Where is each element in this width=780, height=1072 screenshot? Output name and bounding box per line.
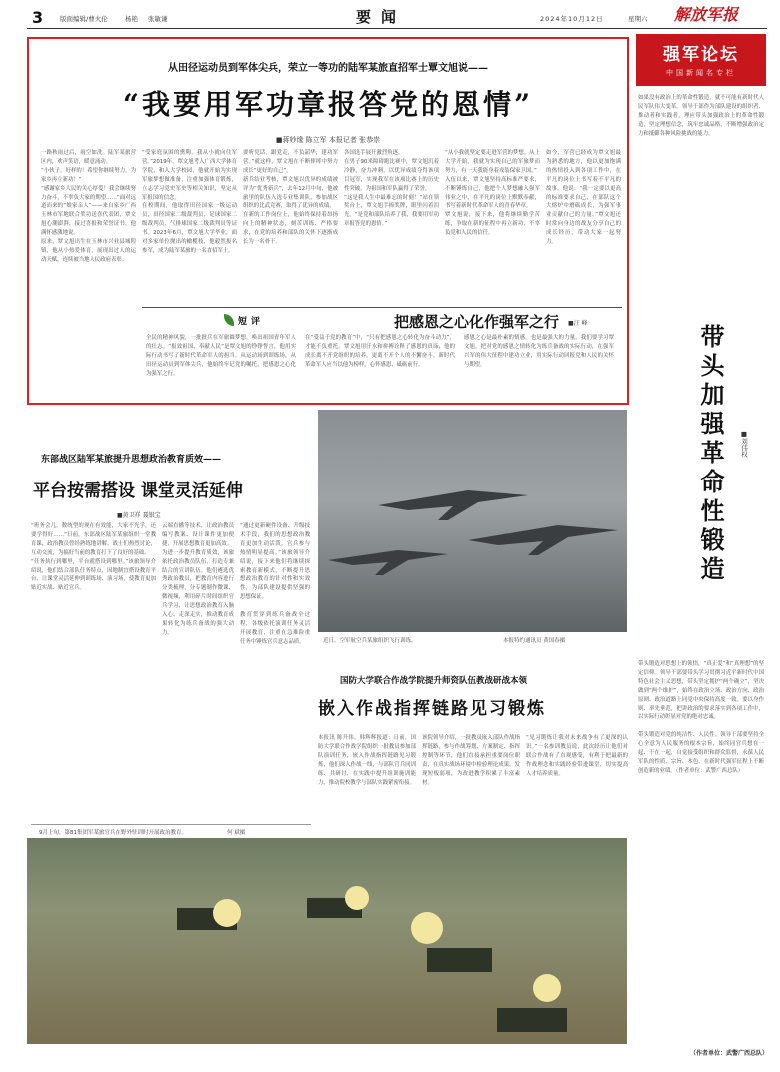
lead-side-column: 如今，军营已经成为覃文旭最为熟悉的地方，他以更加饱满的热情投入到各项工作中，在平凡的岗位上书写着不平凡的故事。他说：“我一定要以更高的标准要求自己，在部队这个大熔炉中磨砺成长，为强军事业贡献自己的力量。”覃文旭还时常向身边的战友分享自己的成长经历，带动大家一起努力。	[546, 150, 621, 246]
story-3	[318, 644, 628, 804]
story-2-headline: 平台按需搭设 课堂灵活延伸	[33, 481, 243, 501]
commentary-rule	[142, 307, 622, 308]
section-title: 要闻	[356, 8, 407, 26]
fighter-jets-icon	[318, 410, 627, 632]
header-rule	[27, 28, 767, 29]
drill-photographer: 何 斌摄	[227, 830, 246, 836]
story-3-column-2: 该院领导介绍，一批教员嵌入部队作战指挥链路，参与作战筹划、方案制定、指挥控制等环节，他们直接承担重要岗位职责，在真实战场环境中检验理论成果，发现短板弱项，为改进教学积累了丰富素材。	[422, 735, 520, 786]
banner-title: 强军论坛	[663, 45, 739, 65]
proof-name: 张敏谦	[148, 15, 168, 23]
commentary-title: 把感恩之心化作强军之行	[394, 313, 560, 331]
sidebar-body-bottom: 带头锻造对思想上的领悟，“真正爱”和“真理想”的坚定信仰。领导干部要带头学习贯彻习近平新时代中国特色社会主义思想，带头坚定拥护“两个确立”，坚决做到“两个维护”，始终在政治立场、政治方向、政治原则、政治道路上同党中央保持高度一致。要以身作则、率先垂范，把讲政治的要求落实到各项工作中，以实际行动彰显对党的绝对忠诚。 带头锻造对党的纯洁性、人民性。领导干部要坚持全心全意为人民服务的根本宗旨，始终同官兵想在一起、干在一起，自觉接受组织和群众监督，永葆人民军队的性质、宗旨、本色，在新时代强军征程上不断创造新的业绩。（作者单位：武警广西总队）	[638, 661, 764, 774]
lead-story-box	[27, 37, 629, 405]
lead-column-1: 一路秋雨过后，雨空如洗。陆军某旅营区内，欢声笑语，暖意涌动。 “小伙子，好样的！希望你继续努力，为家乡再立新功！” “感谢家乡人民的关心厚爱！我会继续努力奋斗，不辜负大家的期望……”面对远道而来的“娘家亲人”——来自家乡广西玉林市军地联合奖功送喜代表团，覃文旭心潮澎湃，接过喜报和荣誉证书，他满怀感激地说。 原来，覃文旭出生在玉林市兴业县城隍镇，他从小热爱体育，展现出过人的运动天赋，连续被当地人民政府表彰。	[41, 150, 136, 263]
issue-weekday: 星期六	[628, 15, 648, 23]
lead-kicker: 从田径运动员到军体尖兵，荣立一等功的陆军某旅直招军士覃文旭说——	[168, 63, 488, 74]
story-2-column-1: “班务会几，数统型的现在有效能，大家不光学，还要学得好……”日前，东部战区陆军某旅组织一堂教育课，政治教员曾经熟练地讲解，战士们热烈讨论，互动交流，为搞好当前的教育打下了良好的基础。 “任务执行到哪里，平台就搭设到哪里。”该旅领导介绍说，他们结合部队任务特点，因地制宜搭设教育平台，让课堂灵活延伸到训练场、演习场，使教育更加贴近实战、贴近官兵。	[31, 523, 156, 592]
tank-photo	[27, 838, 627, 1044]
editor-name: 杨艳	[125, 15, 138, 23]
commentary-author: ■汪 峰	[568, 320, 588, 327]
story-2-separator	[31, 824, 311, 825]
commentary-box	[142, 307, 622, 401]
page-number: 3	[32, 8, 44, 27]
story-2-column-2: 云端直播等技术，让政治教员编写教案、设计课件更加便捷，开展思想教育更加高效。 为进一步提升教育质效，该旅依托政治教员队伍，打造专兼结合的宣讲队伍。他们遴选优秀政治教员，把教育内容进行分类梳理，分专题制作微课、微视频，利用碎片时间组织官兵学习，让思想政治教育入脑入心、走深走实，推动教育成果转化为练兵备战的强大动力。	[162, 523, 234, 636]
aircraft-photographer: 本报特约通讯员 黄国春摄	[503, 638, 566, 644]
lead-byline: ■蒋妙缘 陈立军 本报记者 张恭崇	[275, 136, 381, 144]
commentary-column-1: 全民的精神风貌，一批批兵在军旅圆梦想，唤出祖国青年军人的壮志。“报效祖国、奉献人民”是覃文旭的铮铮誓言，他用实际行动书写了新时代革命军人的担当。从运动场到训练场，从田径运动员到军体尖兵，他始终牢记党的嘱托，把感恩之心化为强军之行。	[146, 335, 296, 377]
masthead-logo: 解放军报	[674, 5, 739, 24]
story-3-kicker: 国防大学联合作战学院提升师资队伍教战研战本领	[340, 676, 528, 686]
lead-column-5: “从小我就坚定要走进军营的梦想。从上大学开始，我就为实现自己的军旅梦而努力，有一天我能身着戎装保家卫国。” 入伍以来，覃文旭坚持高标准严要求，不断锤炼自己，他把个人梦想融入强军伟业之中，在平凡的岗位上默默奉献，书写着新时代革命军人的青春华章。 覃文旭说，接下来，他将继续勤学苦练，争取在新的征程中再立新功，不辜负党和人民的信任。	[445, 150, 540, 237]
story-2-column-3: “通过更新硬件设备、升级技术手段，我们的思想政治教育更加生动活泼，官兵参与热情明显提高。”该旅领导介绍说，接下来他们将继续探索教育新模式，不断提升思想政治教育的针对性和实效性，为部队建设提供坚强的思想保证。 教育贯穿到练兵备战全过程，各级依托演训任务灵活开展教育，注重在急难险重任务中锤炼官兵意志品质。	[240, 523, 310, 645]
footer-credit: （作者单位：武警广西总队）	[690, 1050, 769, 1057]
aircraft-caption: 近日，空军航空兵某旅组织飞行训练。	[323, 638, 417, 644]
sidebar-author: ■刘伟权	[740, 430, 748, 458]
story-2-kicker: 东部战区陆军某旅提升思想政治教育质效——	[41, 455, 222, 465]
lead-column-4: 各国选手展开激烈角逐。 在男子90米障碍跑比赛中，覃文旭沉着冷静，奋力冲刺，以优异成绩夺得该项目冠军，实现我军在该项比赛上的历史性突破，为祖国和军队赢得了荣誉。 “这是我人生中最难忘的时刻！”站在领奖台上，覃文旭手捧奖牌，眼里闪着泪光。“是党和部队培养了我，我要用军功章报答党的恩情。”	[344, 150, 439, 228]
column-banner	[636, 34, 766, 86]
commentary-column-3: 感恩之心是最朴素的情感，也是最强大的力量。我们要学习覃文旭，把对党的感恩之情转化为练兵备战的实际行动，在强军兴军的伟大征程中建功立业，用实际行动回报党和人民的关怀与期望。	[464, 335, 614, 368]
story-3-headline: 嵌入作战指挥链路见习锻炼	[318, 699, 546, 719]
page-editor: 版面编辑/曹火伦	[60, 15, 108, 23]
aircraft-photo	[318, 410, 627, 632]
story-2-byline: ■黄卫祥 聂银宝	[117, 512, 161, 519]
lead-column-3: 要听党话，跟党走，不负韶华，建功军营。”就这样，覃文旭在不断摔摔中努力成长“更好的自己”。 新兵结业考核，覃文旭以优异的成绩被评为“优秀新兵”，去年12月中旬，他被旅里的队伍入选专业集训队，参加战区组织的比武竞赛，取得了优异的成绩。 在新的工作岗位上，他始终保持着昂扬向上的精神状态，刻苦训练、严格要求，在党的培养和部队的关怀下逐渐成长为一名骨干。	[243, 150, 338, 246]
leaf-icon	[224, 314, 234, 326]
sidebar-vertical-title: 带头加强革命性锻造	[696, 324, 725, 585]
story-3-column-3: “见习锻炼让我对未来战争有了更深的认识。”一名参训教员说，此次经历让他们对联合作战有了直观感受，有利于把最新的作战理念和实践经验带进课堂，切实提高人才培养质量。	[526, 735, 628, 777]
drill-caption: 9月上旬，第81集团军某旅官兵在野外驻训时开展政治教育。	[39, 830, 187, 836]
banner-subtitle: 中国新闻名专栏	[666, 69, 736, 77]
sidebar	[636, 34, 766, 1044]
story-3-column-1: 本报讯 陈升伟、韩辉辉报道：日前，国防大学联合作战学院组织一批教员参加部队演训任务，嵌入作战指挥链路见习锻炼，他们深入作战一线，与部队官兵同训练、共研讨，在实践中提升组训施训能力，推动院校教学与部队实践紧密衔接。	[318, 735, 416, 786]
issue-date: 2024年10月12日	[540, 15, 604, 23]
commentary-column-2: 在“受益于党的教育”中，“只有把感恩之心转化为奋斗动力”，才能不负重托。覃文旭用汗水和拼搏诠释了感恩的真谛，他的成长离不开党组织的培养，更离不开个人的不懈奋斗。新时代革命军人应当以他为榜样，心怀感恩、砥砺前行。	[305, 335, 455, 368]
page-header	[0, 0, 780, 30]
sidebar-body-top: 如果没有政治上的革命性锻造，就不可能有新时代人民军队伟大变革。领导干部作为部队建设的组织者、推动者和实践者，理应带头加强政治上的革命性锻造，坚定理想信念，筑牢忠诚品格，不断增强政治定力和抵御各种风险挑战的能力。	[638, 95, 764, 137]
lead-headline: “我要用军功章报答党的恩情”	[122, 88, 534, 121]
lead-column-2: “受家庭氛围的熏陶，我从小就向往军营。”2019年，覃文旭考入广西大学体育学院，和入大学校园，他就开始为实现军旅梦想做准备，注重加强体育锻炼，立志学习党史军史等相关知识，坚定从军报国的信念。 在校期间，他取得田径国家一级运动员，田径国家二级裁判员，足球国家二级裁判员，气排球国家二级裁判员等证书。2023年6月，覃文旭大学毕业，面对多家单位抛出的橄榄枝，他毅然报名参军，成为陆军某旅的一名直招军士。	[142, 150, 237, 254]
commentary-label: 短评	[238, 317, 265, 327]
tank-formation-icon	[27, 838, 627, 1044]
